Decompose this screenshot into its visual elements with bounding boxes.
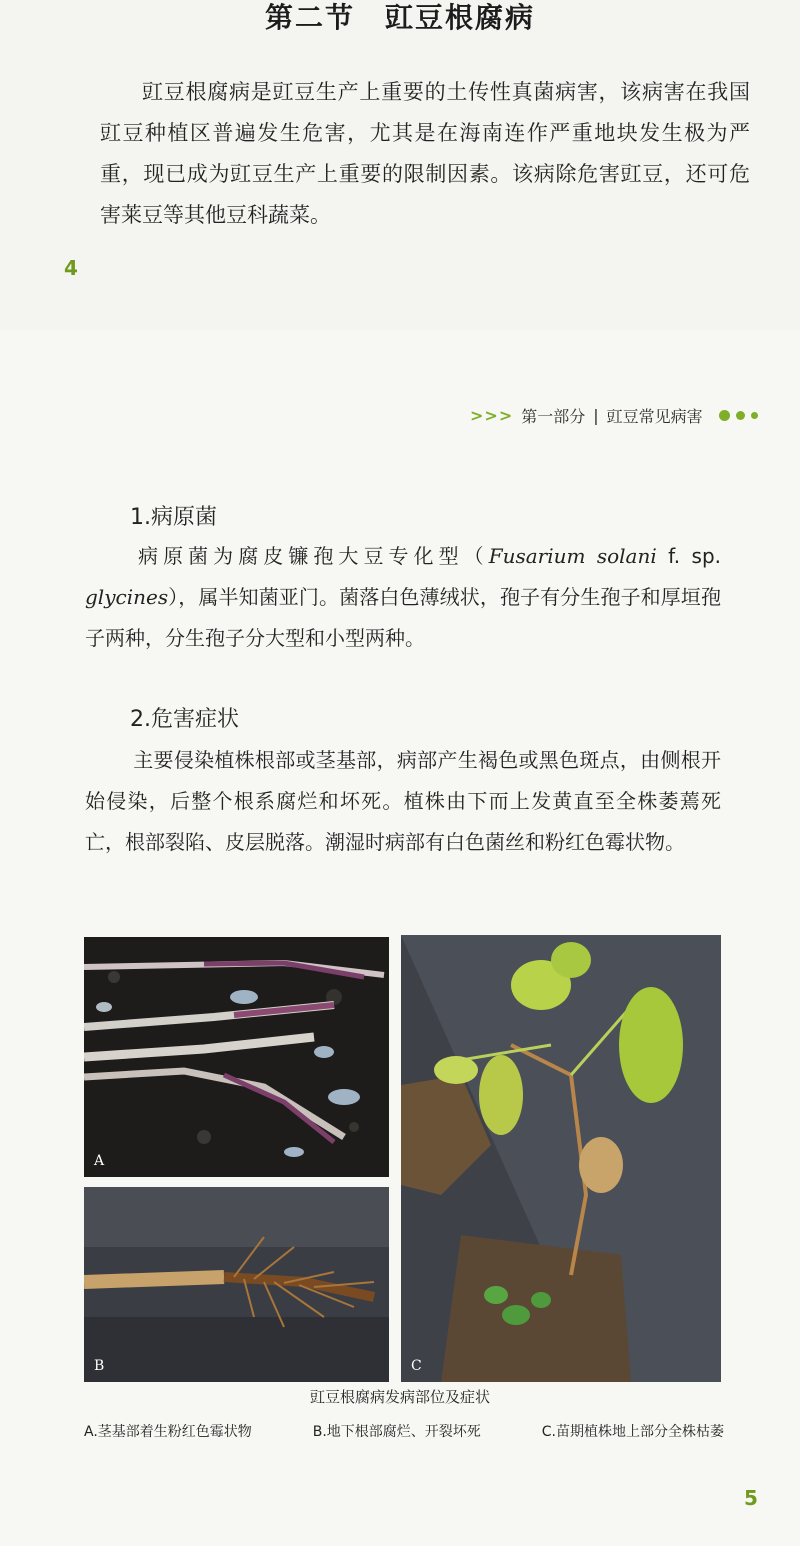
photo-label-b: B [94, 1358, 105, 1374]
intro-paragraph: 豇豆根腐病是豇豆生产上重要的土传性真菌病害，该病害在我国豇豆种植区普遍发生危害，尤其是在海南连作严重地块发生极为严重，现已成为豇豆生产上重要的限制因素。该病除危害豇豆，还可危害莱豆等其他豆科蔬菜。 [100, 80, 750, 227]
photo-c-wilted-seedling [401, 935, 721, 1382]
running-head-title: 豇豆常见病害 [606, 406, 703, 426]
subcaption-b: B.地下根部腐烂、开裂坏死 [312, 1424, 481, 1440]
figure-subcaptions [84, 1421, 724, 1441]
symptoms-text: 主要侵染植株根部或茎基部，病部产生褐色或黑色斑点，由侧根开始侵染，后整个根系腐烂和坏死。植株由下而上发黄直至全株萎蔫死亡，根部裂陷、皮层脱落。潮湿时病部有白色菌丝和粉红色霉状物。 [85, 748, 721, 854]
pathogen-latin-name: Fusarium solani [488, 544, 657, 568]
running-head-part: 第一部分 [521, 406, 586, 426]
page-number-bottom: 5 [744, 1486, 758, 1510]
pathogen-text-mid: f. sp. [656, 544, 721, 568]
heading-symptoms: 2.危害症状 [130, 707, 239, 732]
pathogen-text-before: 病原菌为腐皮镰孢大豆专化型（ [133, 544, 489, 568]
photo-a-stem-base [84, 937, 389, 1177]
dots-decoration-icon [719, 410, 758, 421]
photo-b-rotten-root [84, 1187, 389, 1382]
page-number-top: 4 [64, 256, 78, 280]
running-head-separator: | [593, 405, 599, 425]
figure-caption: 豇豆根腐病发病部位及症状 [309, 1388, 490, 1406]
pathogen-paragraph [85, 536, 721, 659]
photo-label-a: A [94, 1153, 105, 1169]
running-head [470, 402, 758, 428]
section-title: 第二节 豇豆根腐病 [264, 1, 535, 34]
pathogen-latin-name-2: glycines [85, 585, 169, 609]
chevron-arrows-icon: >>> [470, 405, 514, 425]
heading-pathogen: 1.病原菌 [130, 505, 217, 530]
pathogen-text-after: ），属半知菌亚门。菌落白色薄绒状，孢子有分生孢子和厚垣孢子两种，分生孢子分大型和小型两种。 [85, 585, 721, 650]
subcaption-c: C.苗期植株地上部分全株枯萎 [541, 1424, 724, 1440]
subcaption-a: A.茎基部着生粉红色霉状物 [84, 1424, 252, 1440]
photo-label-c: C [411, 1358, 422, 1374]
symptoms-paragraph [85, 740, 721, 863]
